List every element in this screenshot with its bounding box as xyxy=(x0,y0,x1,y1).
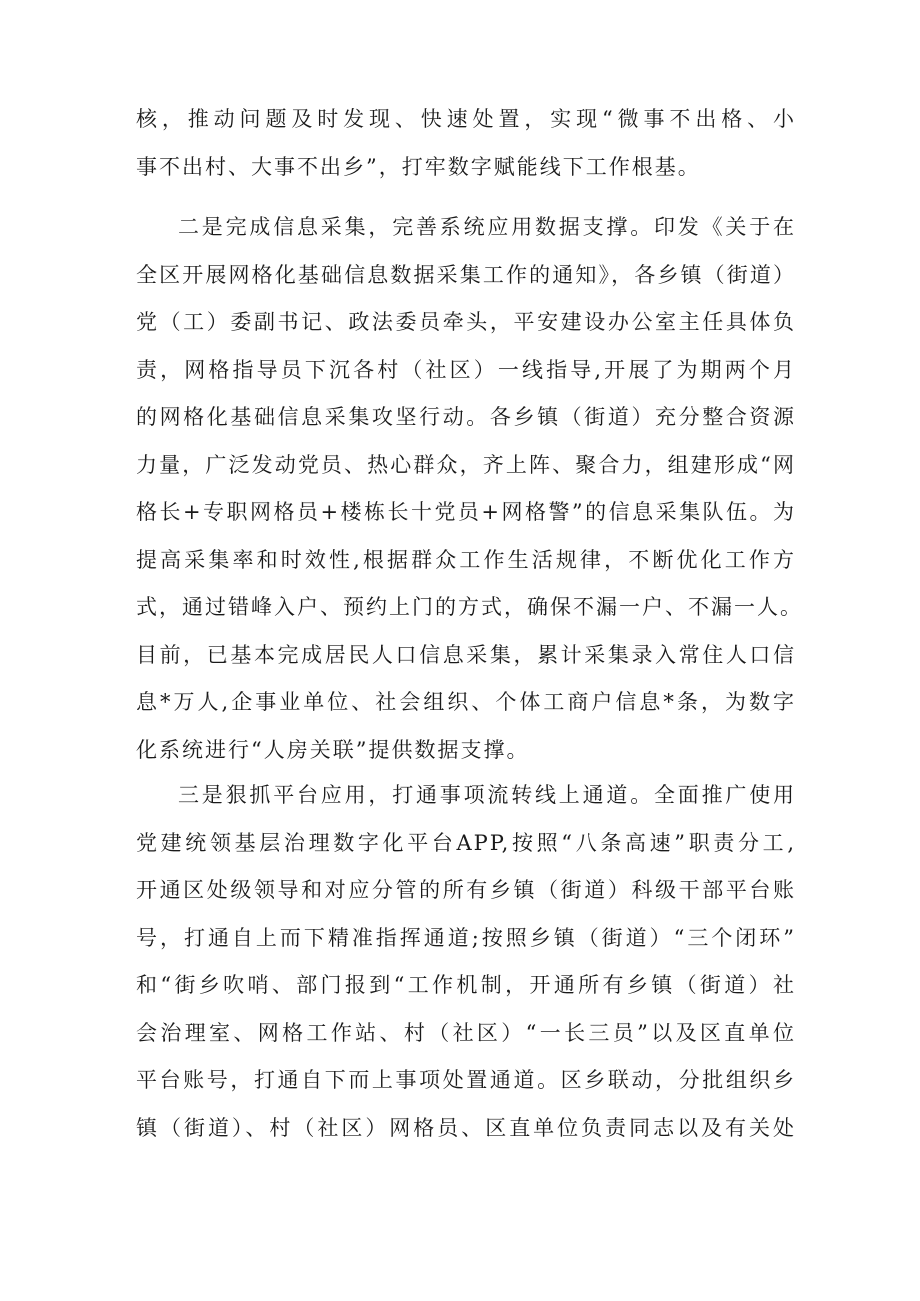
text-line: 格长+专职网格员+楼栋长十党员+网格警”的信息采集队伍。为 xyxy=(136,500,796,524)
text-line: 事不出村、大事不出乡”，打牢数字赋能线下工作根基。 xyxy=(136,154,701,179)
text-line: 目前，已基本完成居民人口信息采集，累计采集录入常住人口信 xyxy=(136,642,796,667)
text-line: 核，推动问题及时发现、快速处置，实现“微事不出格、小 xyxy=(136,107,796,131)
text-line: 息*万人,企事业单位、社会组织、个体工商户信息*条，为数字 xyxy=(136,690,796,714)
paragraph-platform-application xyxy=(136,772,796,1152)
text-line: 提高采集率和时效性,根据群众工作生活规律，不断优化工作方 xyxy=(136,547,796,572)
text-line: 开通区处级领导和对应分管的所有乡镇（街道）科级干部平台账 xyxy=(136,878,796,902)
text-line: 和“街乡吹哨、部门报到“工作机制，开通所有乡镇（街道）社 xyxy=(136,973,796,997)
text-line: 责，网格指导员下沉各村（社区）一线指导,开展了为期两个月 xyxy=(136,357,796,382)
text-line: 二是完成信息采集，完善系统应用数据支撑。印发《关于在 xyxy=(178,215,796,239)
paragraph-continuation xyxy=(136,96,796,191)
paragraph-information-collection xyxy=(136,204,803,774)
text-line: 化系统进行“人房关联”提供数据支撑。 xyxy=(136,737,530,762)
text-line: 的网格化基础信息采集攻坚行动。各乡镇（街道）充分整合资源 xyxy=(136,405,796,429)
text-line: 式，通过错峰入户、预约上门的方式，确保不漏一户、不漏一人。 xyxy=(136,595,803,619)
text-line: 号，打通自上而下精准指挥通道;按照乡镇（街道）“三个闭环” xyxy=(136,925,796,950)
text-line: 三是狠抓平台应用，打通事项流转线上通道。全面推广使用 xyxy=(178,783,796,807)
text-line: 平台账号，打通自下而上事项处置通道。区乡联动，分批组织乡 xyxy=(136,1068,796,1092)
text-line: 力量，广泛发动党员、热心群众，齐上阵、聚合力，组建形成“网 xyxy=(136,452,796,477)
text-line: 党建统领基层治理数字化平台APP,按照“八条高速”职责分工, xyxy=(136,830,796,855)
text-line: 会治理室、网格工作站、村（社区）“一长三员”以及区直单位 xyxy=(136,1020,796,1045)
text-line: 全区开展网格化基础信息数据采集工作的通知》，各乡镇（街道） xyxy=(136,262,796,287)
text-line: 镇（街道）、村（社区）网格员、区直单位负责同志以及有关处 xyxy=(136,1115,796,1140)
text-line: 党（工）委副书记、政法委员牵头，平安建设办公室主任具体负 xyxy=(136,310,796,334)
